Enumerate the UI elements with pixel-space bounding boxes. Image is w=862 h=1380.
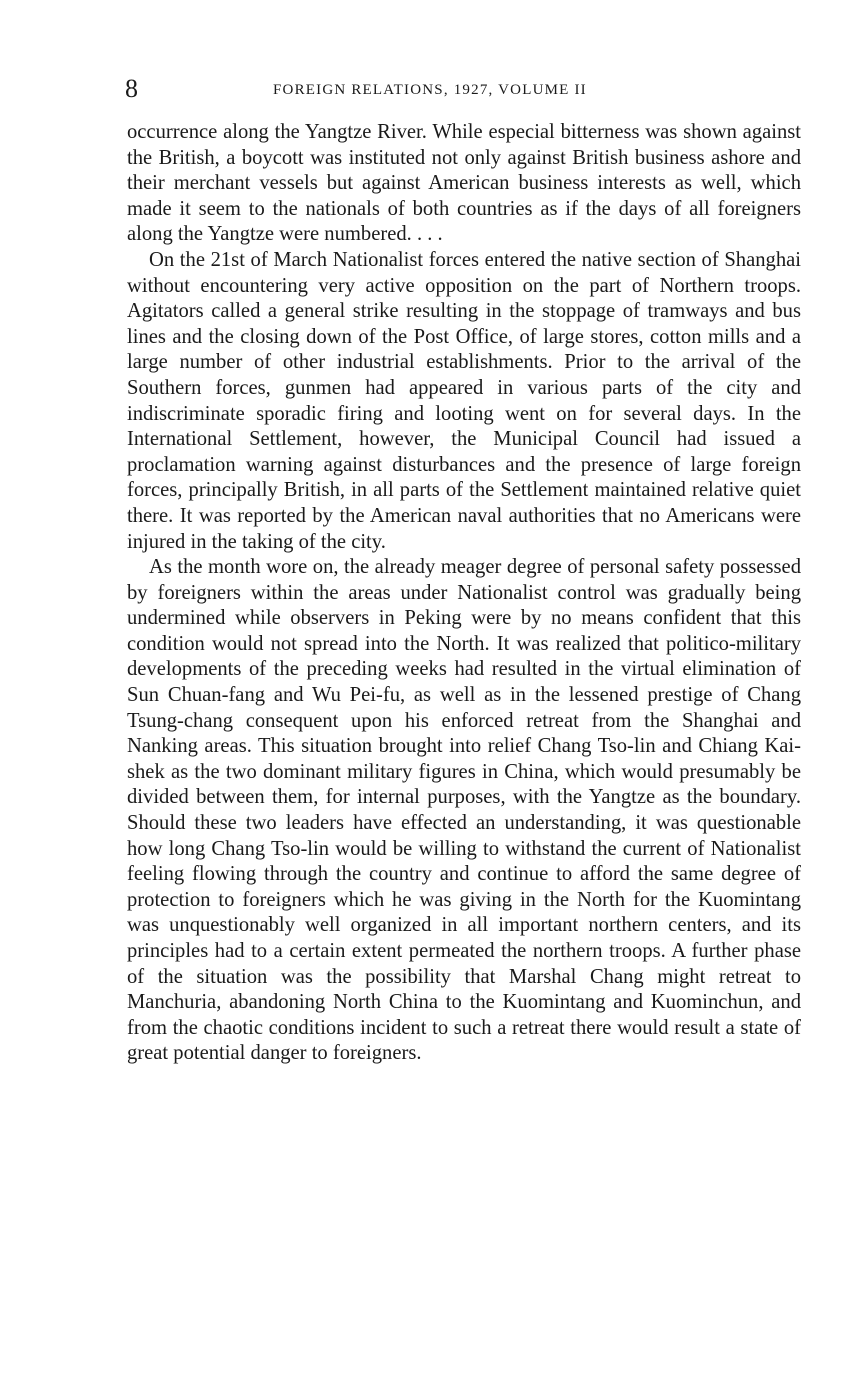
paragraph-northern-situation: As the month wore on, the already meager degree of personal safety possessed by foreigners within the areas under Nationalist control was gradually being undermined while observers in Peking were by no means confident that this condition would not spread into the North. It was realized that politico-military developments of the preceding weeks had resulted in the virtual elimination of Sun Chuan-fang and Wu Pei-fu, as well as in the lessened prestige of Chang Tsung-chang consequent upon his enforced retreat from the Shanghai and Nanking areas. This situation brought into relief Chang Tso-lin and Chiang Kai-shek as the two dominant military figures in China, which would presumably be divided between them, for internal purposes, with the Yangtze as the boundary. Should these two leaders have effected an understanding, it was questionable how long Chang Tso-lin would be willing to withstand the current of Nationalist feeling flowing through the country and continue to afford the same degree of protection to foreigners which he was giving in the North for the Kuomintang was unquestionably well organized in all important northern centers, and its principles had to a certain extent permeated the northern troops. A further phase of the situation was the possibility that Marshal Chang might retreat to Manchuria, abandoning North China to the Kuomintang and Kuominchun, and from the chaotic conditions incident to such a retreat there would result a state of great potential danger to foreigners. xyxy=(127,556,801,1065)
running-title: FOREIGN RELATIONS, 1927, VOLUME II xyxy=(273,82,587,98)
paragraph-shanghai: On the 21st of March Nationalist forces entered the native section of Shanghai without encountering very active opposition on the part of Northern troops. Agitators called a general strike resulting in the stoppage of tramways and bus lines and the closing down of the Post Office, of large stores, cotton mills and a large number of other industrial establishments. Prior to the arrival of the Southern forces, gunmen had appeared in various parts of the city and indiscriminate sporadic firing and looting went on for several days. In the International Settlement, however, the Municipal Council had issued a proclamation warning against disturbances and the presence of large foreign forces, principally British, in all parts of the Settlement maintained relative quiet there. It was reported by the American naval authorities that no Americans were injured in the taking of the city. xyxy=(127,248,801,553)
running-head xyxy=(125,74,800,104)
page-number: 8 xyxy=(125,74,138,103)
paragraph-continuation: occurrence along the Yangtze River. While especial bitterness was shown against the British, a boycott was instituted not only against British business ashore and their merchant vessels but against American business interests as well, which made it seem to the nationals of both countries as if the days of all foreigners along the Yangtze were numbered. . . . xyxy=(127,121,801,246)
body-text xyxy=(127,120,801,1067)
